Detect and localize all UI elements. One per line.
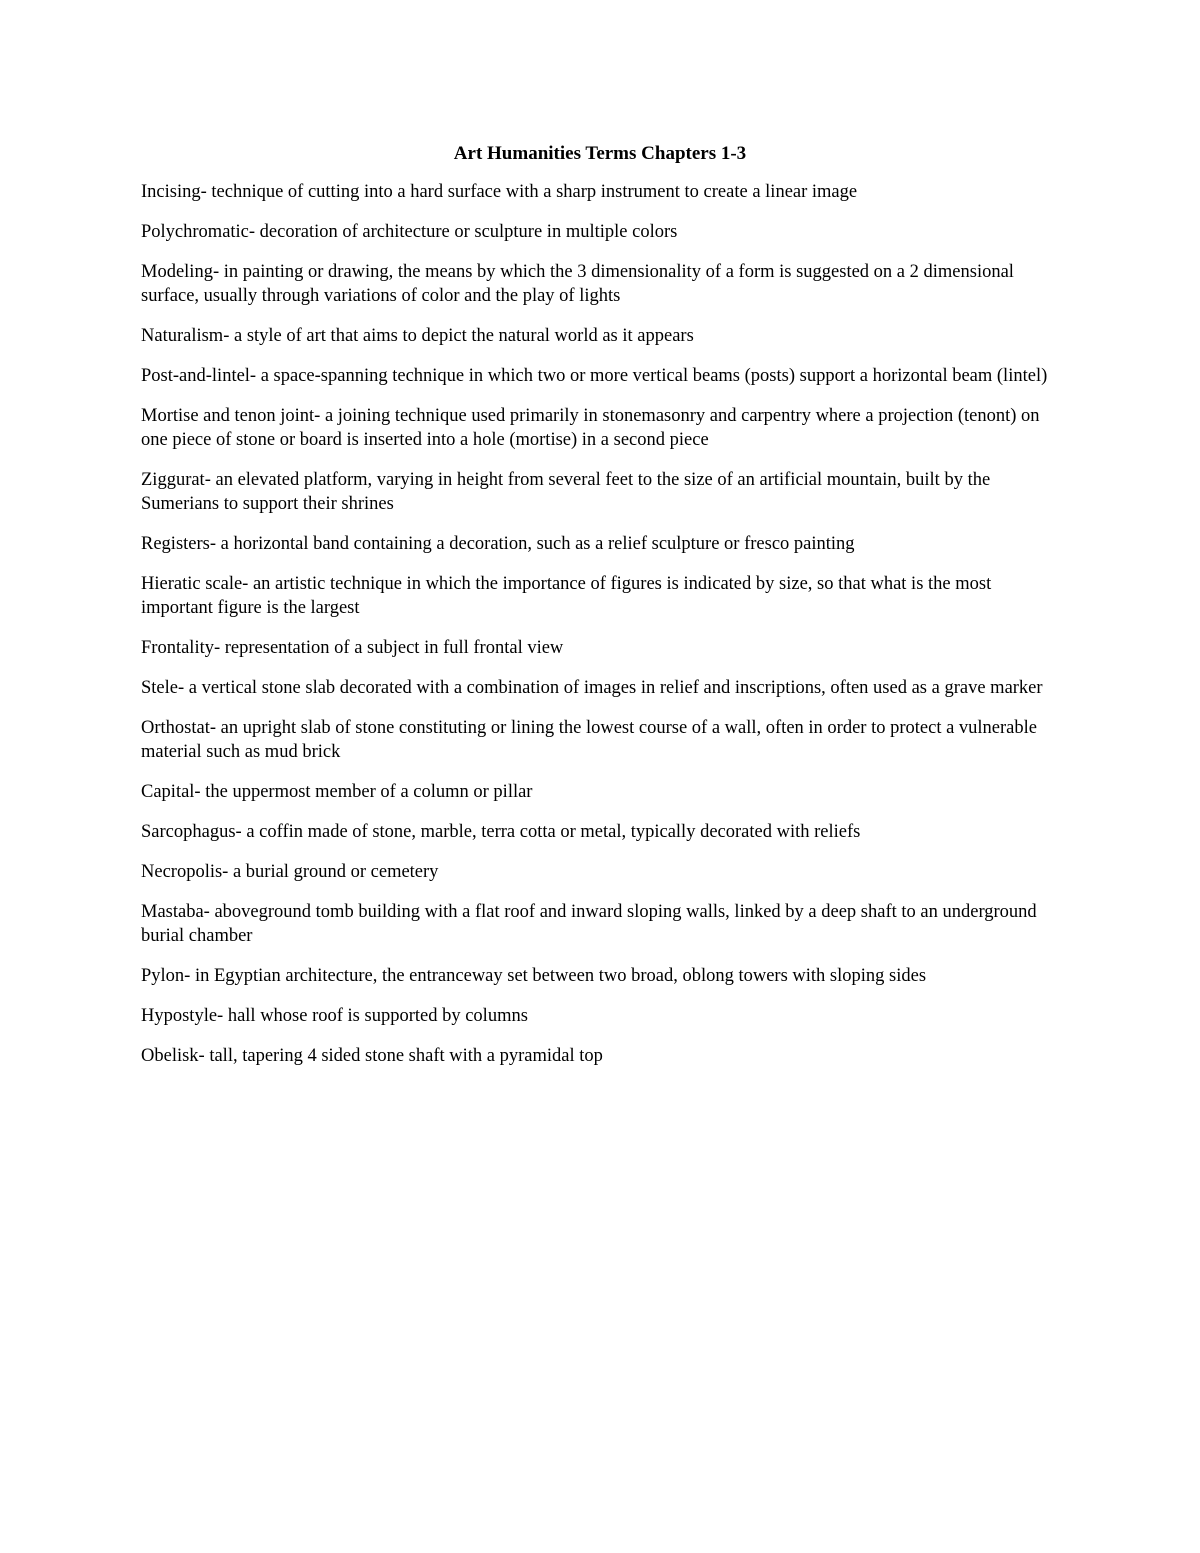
term-entry: Polychromatic- decoration of architecture or sculpture in multiple colors bbox=[141, 222, 678, 242]
term-entry: Pylon- in Egyptian architecture, the entranceway set between two broad, oblong towers with sloping sides bbox=[141, 966, 927, 986]
term-entry: Registers- a horizontal band containing a decoration, such as a relief sculpture or fresco painting bbox=[141, 534, 855, 554]
term-entry: Necropolis- a burial ground or cemetery bbox=[141, 862, 439, 882]
term-entry: Capital- the uppermost member of a column or pillar bbox=[141, 782, 533, 802]
term-entry: Sarcophagus- a coffin made of stone, marble, terra cotta or metal, typically decorated with reliefs bbox=[141, 822, 861, 842]
term-entry: Modeling- in painting or drawing, the means by which the 3 dimensionality of a form is suggested on a 2 dimensional surface, usually through variations of color and the play of lights bbox=[141, 262, 1014, 306]
page-title: Art Humanities Terms Chapters 1-3 bbox=[453, 143, 747, 164]
term-entry: Obelisk- tall, tapering 4 sided stone shaft with a pyramidal top bbox=[141, 1046, 603, 1066]
term-entry: Orthostat- an upright slab of stone constituting or lining the lowest course of a wall, often in order to protect a vulnerable material such as mud brick bbox=[141, 718, 1037, 762]
term-entry: Mortise and tenon joint- a joining technique used primarily in stonemasonry and carpentry where a projection (tenont) on one piece of stone or board is inserted into a hole (mortise) in a second piece bbox=[141, 406, 1040, 450]
term-entry: Naturalism- a style of art that aims to depict the natural world as it appears bbox=[141, 326, 694, 346]
term-entry: Ziggurat- an elevated platform, varying in height from several feet to the size of an artificial mountain, built by the Sumerians to support their shrines bbox=[141, 470, 991, 514]
term-entry: Incising- technique of cutting into a hard surface with a sharp instrument to create a linear image bbox=[141, 182, 858, 202]
term-entry: Hypostyle- hall whose roof is supported by columns bbox=[141, 1006, 528, 1026]
term-entry: Frontality- representation of a subject in full frontal view bbox=[141, 638, 564, 658]
term-entry: Hieratic scale- an artistic technique in which the importance of figures is indicated by size, so that what is the most important figure is the largest bbox=[141, 574, 992, 618]
term-entry: Post-and-lintel- a space-spanning technique in which two or more vertical beams (posts) support a horizontal beam (lintel) bbox=[141, 366, 1048, 386]
term-entry: Mastaba- aboveground tomb building with a flat roof and inward sloping walls, linked by a deep shaft to an underground burial chamber bbox=[141, 902, 1037, 946]
terms-list bbox=[141, 180, 1059, 1084]
term-entry: Stele- a vertical stone slab decorated with a combination of images in relief and inscriptions, often used as a grave marker bbox=[141, 678, 1043, 698]
